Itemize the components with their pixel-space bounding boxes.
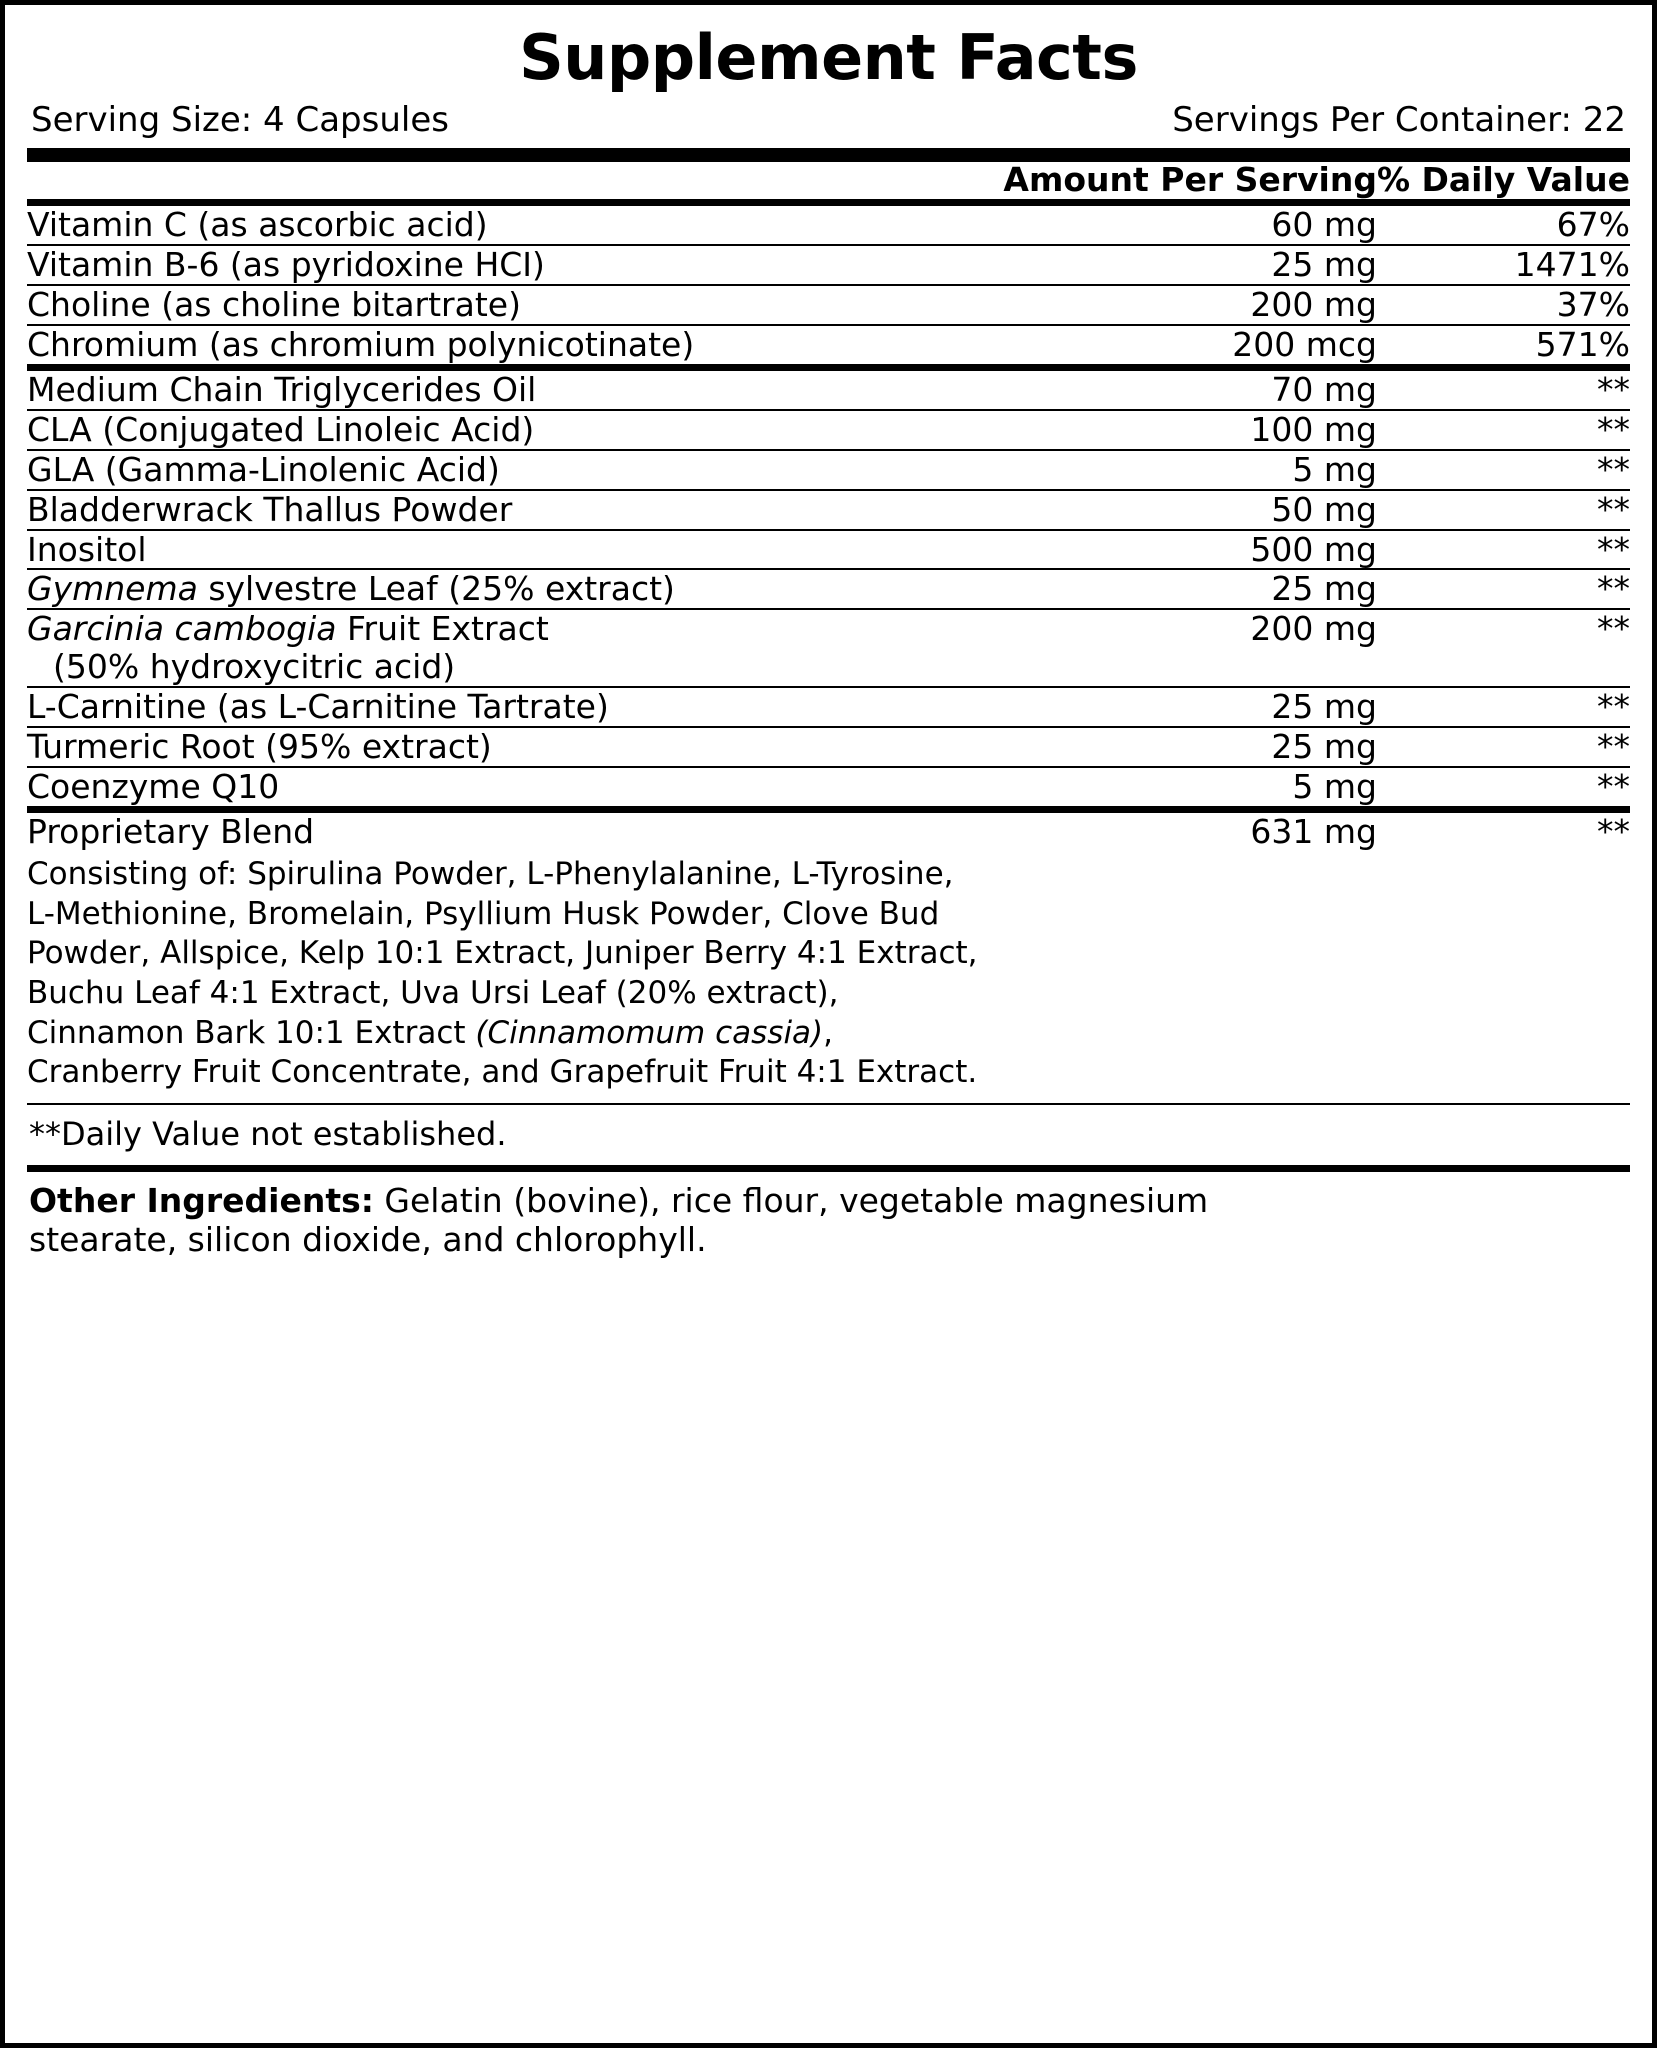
row-daily-value: 571% xyxy=(1535,324,1630,364)
table-row xyxy=(27,326,1630,364)
row-daily-value: ** xyxy=(1597,489,1630,529)
row-name: Proprietary Blend xyxy=(27,812,315,852)
row-name: CLA (Conjugated Linoleic Acid) xyxy=(27,409,535,449)
row-name: Turmeric Root (95% extract) xyxy=(27,727,492,767)
row-name: Choline (as choline bitartrate) xyxy=(27,284,521,324)
row-daily-value: ** xyxy=(1597,687,1630,727)
row-amount: 70 mg xyxy=(1271,369,1377,409)
blend-description-line: L-Methionine, Bromelain, Psyllium Husk Powder, Clove Bud xyxy=(27,895,940,932)
row-name: Bladderwrack Thallus Powder xyxy=(27,489,513,529)
table-row xyxy=(27,451,1630,489)
row-amount: 25 mg xyxy=(1271,687,1377,727)
header-blank xyxy=(27,162,1003,199)
table-row xyxy=(27,610,1630,686)
cinnamon-suffix: , xyxy=(823,1014,834,1051)
row-daily-value: ** xyxy=(1597,369,1630,409)
row-name: GLA (Gamma-Linolenic Acid) xyxy=(27,449,500,489)
row-daily-value: ** xyxy=(1597,529,1630,569)
row-daily-value: ** xyxy=(1597,812,1630,852)
table-row xyxy=(27,688,1630,726)
row-amount: 60 mg xyxy=(1271,205,1377,245)
row-daily-value: ** xyxy=(1597,569,1630,609)
other-ingredients-text-line1: Gelatin (bovine), rice flour, vegetable magnesium xyxy=(373,1181,1209,1221)
row-daily-value: 67% xyxy=(1556,205,1630,245)
row-name-rest: sylvestre Leaf (25% extract) xyxy=(197,569,675,609)
table-row-proprietary-blend xyxy=(27,813,1630,851)
row-amount: 50 mg xyxy=(1271,489,1377,529)
row-daily-value: ** xyxy=(1597,609,1630,649)
blend-description-line: Consisting of: Spirulina Powder, L-Phenylalanine, L-Tyrosine, xyxy=(27,856,954,893)
row-name: Vitamin C (as ascorbic acid) xyxy=(27,205,488,245)
table-row xyxy=(27,570,1630,608)
table-row xyxy=(27,411,1630,449)
row-amount: 500 mg xyxy=(1250,529,1377,569)
row-daily-value: 1471% xyxy=(1514,244,1630,284)
row-name xyxy=(27,570,1003,608)
row-amount: 631 mg xyxy=(1250,812,1377,852)
table-row xyxy=(27,371,1630,409)
page-title: Supplement Facts xyxy=(519,21,1138,94)
row-amount: 200 mg xyxy=(1250,284,1377,324)
blend-description-line-cinnamon xyxy=(27,1014,1630,1054)
row-daily-value: ** xyxy=(1597,409,1630,449)
table-header-row xyxy=(27,162,1630,199)
row-amount: 25 mg xyxy=(1271,569,1377,609)
table-row xyxy=(27,768,1630,806)
row-daily-value: ** xyxy=(1597,767,1630,807)
servings-per-container-value: 22 xyxy=(1582,100,1626,141)
other-ingredients-text-line2: stearate, silicon dioxide, and chlorophyll. xyxy=(29,1220,707,1260)
row-daily-value: ** xyxy=(1597,449,1630,489)
row-amount: 100 mg xyxy=(1250,409,1377,449)
row-name: Chromium (as chromium polynicotinate) xyxy=(27,324,695,364)
table-row xyxy=(27,491,1630,529)
row-name xyxy=(27,610,1003,686)
facts-table xyxy=(27,162,1630,851)
cinnamon-latin-name: (Cinnamomum cassia) xyxy=(475,1014,824,1051)
servings-per-container xyxy=(1172,100,1626,140)
daily-value-footnote: **Daily Value not established. xyxy=(29,1115,507,1154)
divider-before-other-ingredients xyxy=(27,1165,1630,1172)
row-name: Coenzyme Q10 xyxy=(27,767,280,807)
row-amount: 200 mcg xyxy=(1232,324,1377,364)
blend-description-line: Cranberry Fruit Concentrate, and Grapefruit Fruit 4:1 Extract. xyxy=(27,1054,978,1091)
header-daily-value: % Daily Value xyxy=(1376,160,1630,200)
row-amount: 5 mg xyxy=(1292,767,1377,807)
row-name: Vitamin B-6 (as pyridoxine HCI) xyxy=(27,244,545,284)
blend-description-line: Powder, Allspice, Kelp 10:1 Extract, Juniper Berry 4:1 Extract, xyxy=(27,935,978,972)
cinnamon-prefix: Cinnamon Bark 10:1 Extract xyxy=(27,1014,476,1051)
row-name-italic: Garcinia cambogia xyxy=(27,609,337,649)
row-name-italic: Gymnema xyxy=(27,569,198,609)
serving-size-label: Serving Size: xyxy=(31,100,253,141)
row-daily-value: ** xyxy=(1597,727,1630,767)
row-name: Inositol xyxy=(27,529,147,569)
other-ingredients-label: Other Ingredients: xyxy=(29,1181,374,1221)
table-row xyxy=(27,246,1630,284)
row-amount: 25 mg xyxy=(1271,727,1377,767)
other-ingredients xyxy=(27,1172,1630,1264)
table-row xyxy=(27,728,1630,766)
servings-per-container-label: Servings Per Container: xyxy=(1172,100,1572,141)
serving-size xyxy=(31,100,449,140)
serving-size-value: 4 Capsules xyxy=(263,100,449,141)
row-name: Medium Chain Triglycerides Oil xyxy=(27,369,537,409)
blend-description-line: Buchu Leaf 4:1 Extract, Uva Ursi Leaf (20% extract), xyxy=(27,975,839,1012)
serving-info xyxy=(27,100,1630,148)
blend-description xyxy=(27,851,1630,1103)
table-row xyxy=(27,531,1630,569)
row-name: L-Carnitine (as L-Carnitine Tartrate) xyxy=(27,687,609,727)
row-amount: 5 mg xyxy=(1292,449,1377,489)
table-row xyxy=(27,206,1630,244)
row-daily-value: 37% xyxy=(1556,284,1630,324)
row-name-line2: (50% hydroxycitric acid) xyxy=(53,647,456,687)
header-amount-per-serving: Amount Per Serving xyxy=(1003,160,1377,200)
row-amount: 25 mg xyxy=(1271,244,1377,284)
row-amount: 200 mg xyxy=(1250,609,1377,649)
row-name-rest: Fruit Extract xyxy=(336,609,549,649)
table-row xyxy=(27,286,1630,324)
